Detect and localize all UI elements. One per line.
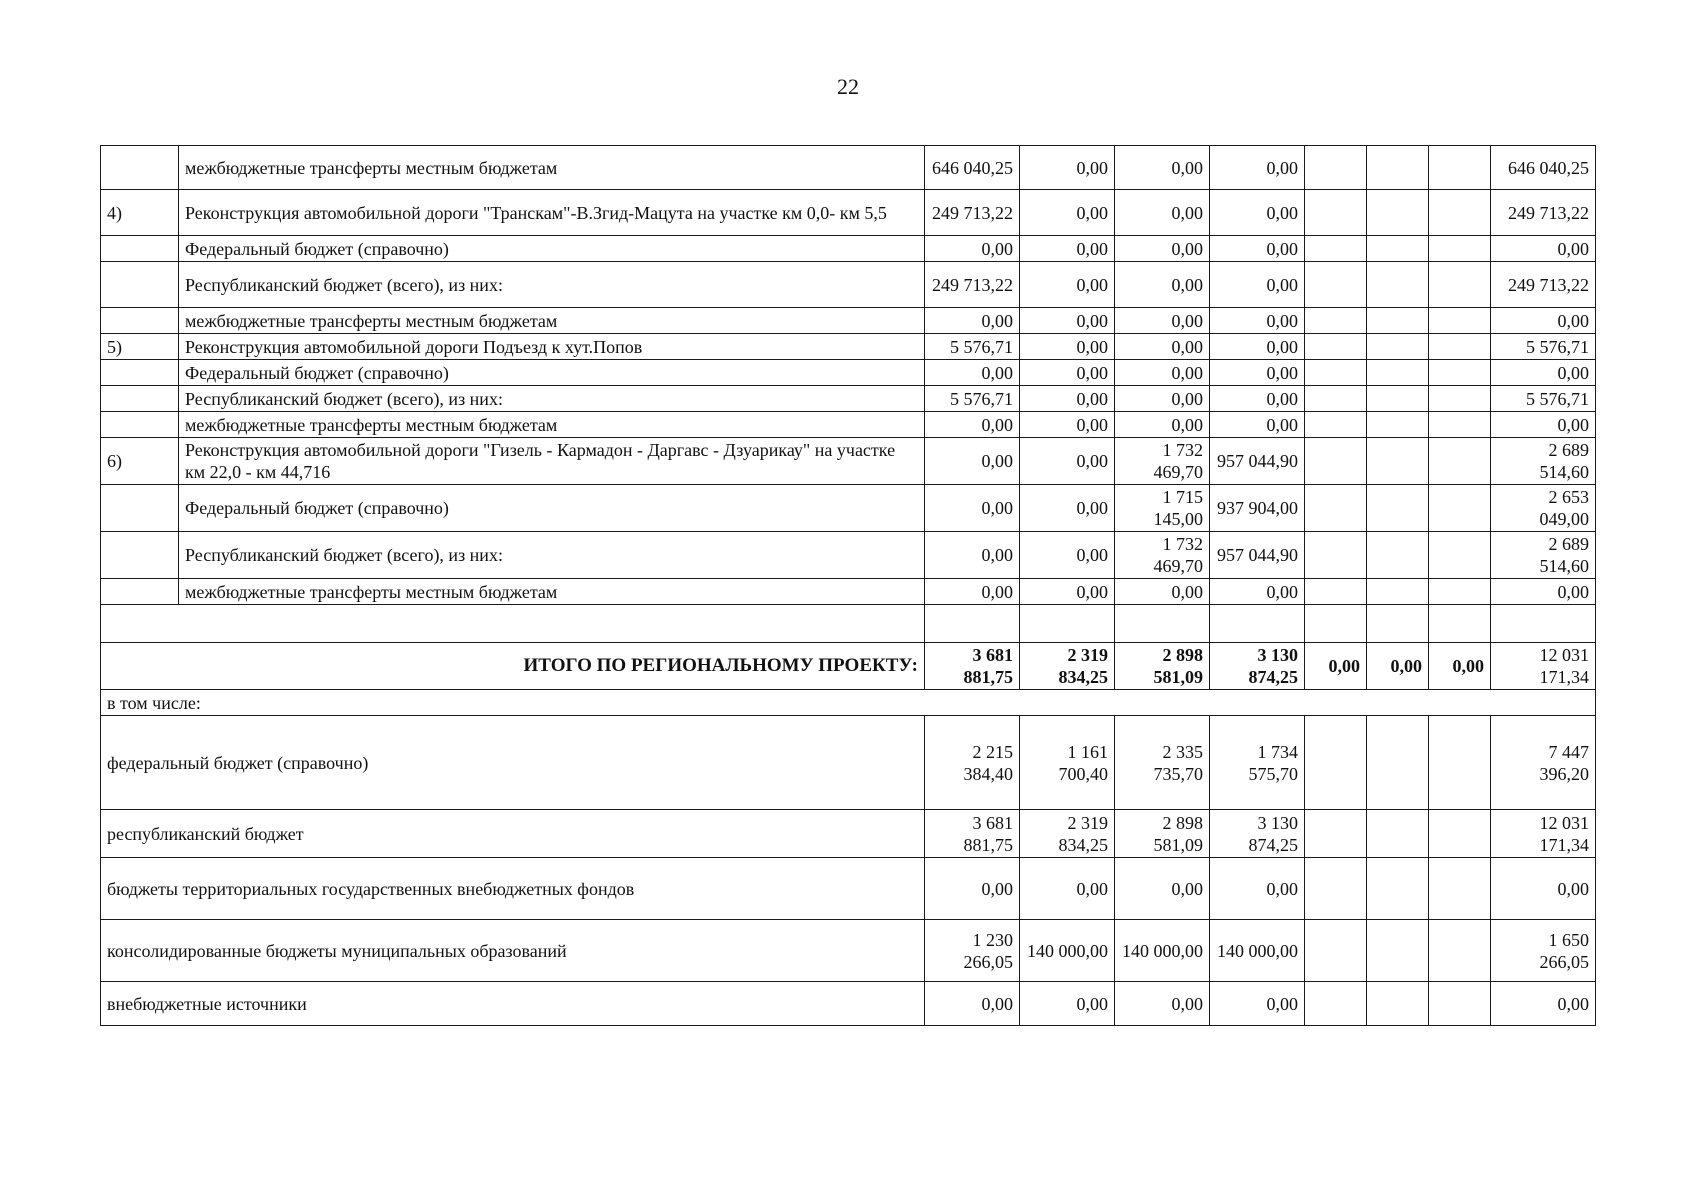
cell-value: 646 040,25 <box>925 146 1020 190</box>
cell-value <box>1429 334 1491 360</box>
cell-value <box>1305 360 1367 386</box>
cell-value: 0,00 <box>1020 146 1115 190</box>
cell-value: 1 732 469,70 <box>1115 438 1210 485</box>
summary-value: 0,00 <box>925 982 1020 1026</box>
cell-value: 5 576,71 <box>1491 334 1596 360</box>
total-value: 3 681 881,75 <box>925 643 1020 690</box>
summary-value <box>1305 920 1367 982</box>
cell-value <box>1429 262 1491 308</box>
cell-value: 0,00 <box>925 532 1020 579</box>
cell-value: 0,00 <box>1020 532 1115 579</box>
summary-value <box>1305 858 1367 920</box>
cell-value <box>1367 386 1429 412</box>
row-index <box>101 579 179 605</box>
row-name: Федеральный бюджет (справочно) <box>179 360 925 386</box>
table-row <box>101 438 1596 485</box>
cell-value <box>1367 532 1429 579</box>
cell-value: 0,00 <box>1115 308 1210 334</box>
spacer-cell <box>925 605 1020 643</box>
spacer-row <box>101 605 1596 643</box>
total-value: 2 319 834,25 <box>1020 643 1115 690</box>
cell-value: 0,00 <box>1210 579 1305 605</box>
spacer-cell <box>101 605 925 643</box>
summary-value <box>1305 810 1367 858</box>
cell-value <box>1305 146 1367 190</box>
row-index: 4) <box>101 190 179 236</box>
cell-value: 249 713,22 <box>1491 262 1596 308</box>
table-row <box>101 308 1596 334</box>
table-row <box>101 386 1596 412</box>
summary-row <box>101 920 1596 982</box>
summary-value <box>1429 858 1491 920</box>
total-label: ИТОГО ПО РЕГИОНАЛЬНОМУ ПРОЕКТУ: <box>101 643 925 690</box>
cell-value: 0,00 <box>1210 146 1305 190</box>
row-name: Республиканский бюджет (всего), из них: <box>179 262 925 308</box>
cell-value <box>1305 262 1367 308</box>
cell-value: 0,00 <box>1491 236 1596 262</box>
cell-value: 0,00 <box>925 308 1020 334</box>
summary-value <box>1305 982 1367 1026</box>
cell-value <box>1429 146 1491 190</box>
total-value: 0,00 <box>1367 643 1429 690</box>
cell-value <box>1429 438 1491 485</box>
spacer-cell <box>1491 605 1596 643</box>
table-row <box>101 485 1596 532</box>
summary-value: 0,00 <box>1020 982 1115 1026</box>
cell-value <box>1429 532 1491 579</box>
summary-row <box>101 858 1596 920</box>
cell-value: 0,00 <box>1210 262 1305 308</box>
row-name: Реконструкция автомобильной дороги Подъезд к хут.Попов <box>179 334 925 360</box>
cell-value: 646 040,25 <box>1491 146 1596 190</box>
cell-value: 0,00 <box>925 412 1020 438</box>
summary-value: 0,00 <box>1115 982 1210 1026</box>
cell-value <box>1305 412 1367 438</box>
cell-value <box>1429 386 1491 412</box>
cell-value: 5 576,71 <box>925 386 1020 412</box>
row-name: Реконструкция автомобильной дороги "Гизель - Кармадон - Даргавс - Дзуарикау" на участке км 22,0 - км 44,716 <box>179 438 925 485</box>
including-label: в том числе: <box>101 690 1596 716</box>
table-body <box>101 146 1596 1026</box>
row-index <box>101 146 179 190</box>
cell-value <box>1429 308 1491 334</box>
cell-value: 0,00 <box>1115 412 1210 438</box>
summary-name: бюджеты территориальных государственных внебюджетных фондов <box>101 858 925 920</box>
cell-value: 2 653 049,00 <box>1491 485 1596 532</box>
cell-value: 0,00 <box>1020 485 1115 532</box>
total-value: 12 031 171,34 <box>1491 643 1596 690</box>
summary-value <box>1367 920 1429 982</box>
cell-value <box>1305 334 1367 360</box>
summary-value: 1 734 575,70 <box>1210 716 1305 810</box>
spacer-cell <box>1305 605 1367 643</box>
summary-value: 140 000,00 <box>1115 920 1210 982</box>
cell-value: 0,00 <box>925 485 1020 532</box>
cell-value <box>1429 579 1491 605</box>
row-index <box>101 532 179 579</box>
summary-value: 0,00 <box>1020 858 1115 920</box>
spacer-cell <box>1367 605 1429 643</box>
summary-value: 2 319 834,25 <box>1020 810 1115 858</box>
cell-value: 249 713,22 <box>925 262 1020 308</box>
table-row <box>101 146 1596 190</box>
summary-value: 0,00 <box>1491 858 1596 920</box>
summary-value <box>1367 810 1429 858</box>
row-name: межбюджетные трансферты местным бюджетам <box>179 412 925 438</box>
cell-value <box>1305 236 1367 262</box>
cell-value: 249 713,22 <box>925 190 1020 236</box>
cell-value: 0,00 <box>925 579 1020 605</box>
row-name: Федеральный бюджет (справочно) <box>179 485 925 532</box>
table-row <box>101 579 1596 605</box>
cell-value: 0,00 <box>1210 308 1305 334</box>
total-row <box>101 643 1596 690</box>
spacer-cell <box>1020 605 1115 643</box>
cell-value: 0,00 <box>1115 386 1210 412</box>
cell-value: 957 044,90 <box>1210 532 1305 579</box>
row-index: 6) <box>101 438 179 485</box>
summary-value: 12 031 171,34 <box>1491 810 1596 858</box>
summary-name: внебюджетные источники <box>101 982 925 1026</box>
row-index <box>101 308 179 334</box>
table-row <box>101 262 1596 308</box>
table-row <box>101 236 1596 262</box>
cell-value <box>1367 308 1429 334</box>
cell-value <box>1367 236 1429 262</box>
summary-name: республиканский бюджет <box>101 810 925 858</box>
cell-value <box>1367 438 1429 485</box>
row-name: межбюджетные трансферты местным бюджетам <box>179 579 925 605</box>
cell-value: 0,00 <box>1491 412 1596 438</box>
cell-value: 0,00 <box>1115 146 1210 190</box>
cell-value <box>1429 412 1491 438</box>
cell-value <box>1367 334 1429 360</box>
total-value: 3 130 874,25 <box>1210 643 1305 690</box>
cell-value: 937 904,00 <box>1210 485 1305 532</box>
summary-value: 140 000,00 <box>1020 920 1115 982</box>
row-index <box>101 412 179 438</box>
cell-value <box>1429 190 1491 236</box>
cell-value: 1 732 469,70 <box>1115 532 1210 579</box>
summary-value <box>1367 716 1429 810</box>
table-row <box>101 190 1596 236</box>
spacer-cell <box>1429 605 1491 643</box>
cell-value <box>1367 262 1429 308</box>
spacer-cell <box>1115 605 1210 643</box>
summary-value: 2 215 384,40 <box>925 716 1020 810</box>
cell-value: 957 044,90 <box>1210 438 1305 485</box>
cell-value: 0,00 <box>1115 190 1210 236</box>
summary-value: 3 681 881,75 <box>925 810 1020 858</box>
summary-value <box>1429 920 1491 982</box>
cell-value: 249 713,22 <box>1491 190 1596 236</box>
cell-value: 0,00 <box>1020 412 1115 438</box>
cell-value <box>1429 485 1491 532</box>
cell-value: 0,00 <box>1491 360 1596 386</box>
cell-value: 0,00 <box>1210 386 1305 412</box>
summary-value: 0,00 <box>1491 982 1596 1026</box>
cell-value: 0,00 <box>1020 386 1115 412</box>
summary-value <box>1429 810 1491 858</box>
summary-value: 2 898 581,09 <box>1115 810 1210 858</box>
cell-value: 1 715 145,00 <box>1115 485 1210 532</box>
table-row <box>101 334 1596 360</box>
cell-value: 0,00 <box>1020 190 1115 236</box>
table-row <box>101 360 1596 386</box>
summary-row <box>101 982 1596 1026</box>
cell-value: 0,00 <box>1020 262 1115 308</box>
row-index <box>101 262 179 308</box>
row-name: Республиканский бюджет (всего), из них: <box>179 532 925 579</box>
cell-value: 0,00 <box>1020 236 1115 262</box>
summary-value: 2 335 735,70 <box>1115 716 1210 810</box>
summary-value <box>1429 982 1491 1026</box>
cell-value: 0,00 <box>1210 334 1305 360</box>
cell-value <box>1305 308 1367 334</box>
summary-value <box>1367 982 1429 1026</box>
cell-value: 0,00 <box>1020 334 1115 360</box>
table-row <box>101 532 1596 579</box>
summary-value: 140 000,00 <box>1210 920 1305 982</box>
summary-value: 0,00 <box>1210 982 1305 1026</box>
cell-value: 5 576,71 <box>925 334 1020 360</box>
row-name: межбюджетные трансферты местным бюджетам <box>179 146 925 190</box>
cell-value <box>1305 532 1367 579</box>
cell-value: 0,00 <box>1115 334 1210 360</box>
cell-value <box>1367 146 1429 190</box>
cell-value: 0,00 <box>1115 360 1210 386</box>
cell-value: 0,00 <box>1210 190 1305 236</box>
cell-value: 5 576,71 <box>1491 386 1596 412</box>
cell-value <box>1429 360 1491 386</box>
cell-value <box>1305 386 1367 412</box>
cell-value <box>1429 236 1491 262</box>
including-row <box>101 690 1596 716</box>
summary-value: 1 650 266,05 <box>1491 920 1596 982</box>
cell-value: 0,00 <box>925 360 1020 386</box>
summary-row <box>101 810 1596 858</box>
cell-value: 0,00 <box>1210 236 1305 262</box>
total-value: 2 898 581,09 <box>1115 643 1210 690</box>
cell-value: 2 689 514,60 <box>1491 438 1596 485</box>
cell-value: 0,00 <box>1115 579 1210 605</box>
summary-name: консолидированные бюджеты муниципальных образований <box>101 920 925 982</box>
row-index <box>101 236 179 262</box>
cell-value: 0,00 <box>1020 579 1115 605</box>
total-value: 0,00 <box>1305 643 1367 690</box>
summary-value: 1 161 700,40 <box>1020 716 1115 810</box>
row-index <box>101 386 179 412</box>
cell-value <box>1367 360 1429 386</box>
summary-value: 0,00 <box>1115 858 1210 920</box>
row-index <box>101 360 179 386</box>
cell-value <box>1305 579 1367 605</box>
cell-value: 0,00 <box>1210 360 1305 386</box>
cell-value <box>1305 190 1367 236</box>
row-name: Федеральный бюджет (справочно) <box>179 236 925 262</box>
page-number: 22 <box>837 74 859 99</box>
cell-value <box>1367 579 1429 605</box>
row-index <box>101 485 179 532</box>
summary-row <box>101 716 1596 810</box>
row-name: межбюджетные трансферты местным бюджетам <box>179 308 925 334</box>
cell-value: 0,00 <box>1115 262 1210 308</box>
cell-value <box>1305 438 1367 485</box>
cell-value: 0,00 <box>1115 236 1210 262</box>
total-value: 0,00 <box>1429 643 1491 690</box>
cell-value <box>1367 412 1429 438</box>
cell-value: 0,00 <box>1210 412 1305 438</box>
cell-value: 0,00 <box>1491 579 1596 605</box>
row-name: Республиканский бюджет (всего), из них: <box>179 386 925 412</box>
summary-value <box>1367 858 1429 920</box>
spacer-cell <box>1210 605 1305 643</box>
table-row <box>101 412 1596 438</box>
budget-table <box>100 145 1596 1026</box>
summary-value: 7 447 396,20 <box>1491 716 1596 810</box>
summary-value <box>1305 716 1367 810</box>
summary-value: 0,00 <box>925 858 1020 920</box>
summary-value <box>1429 716 1491 810</box>
row-index: 5) <box>101 334 179 360</box>
cell-value: 0,00 <box>1491 308 1596 334</box>
cell-value: 0,00 <box>925 236 1020 262</box>
cell-value: 0,00 <box>1020 438 1115 485</box>
cell-value: 2 689 514,60 <box>1491 532 1596 579</box>
summary-value: 0,00 <box>1210 858 1305 920</box>
cell-value: 0,00 <box>925 438 1020 485</box>
summary-value: 3 130 874,25 <box>1210 810 1305 858</box>
row-name: Реконструкция автомобильной дороги "Транскам"-В.Згид-Мацута на участке км 0,0- км 5,5 <box>179 190 925 236</box>
cell-value: 0,00 <box>1020 308 1115 334</box>
cell-value <box>1367 485 1429 532</box>
cell-value <box>1305 485 1367 532</box>
summary-value: 1 230 266,05 <box>925 920 1020 982</box>
summary-name: федеральный бюджет (справочно) <box>101 716 925 810</box>
cell-value <box>1367 190 1429 236</box>
cell-value: 0,00 <box>1020 360 1115 386</box>
